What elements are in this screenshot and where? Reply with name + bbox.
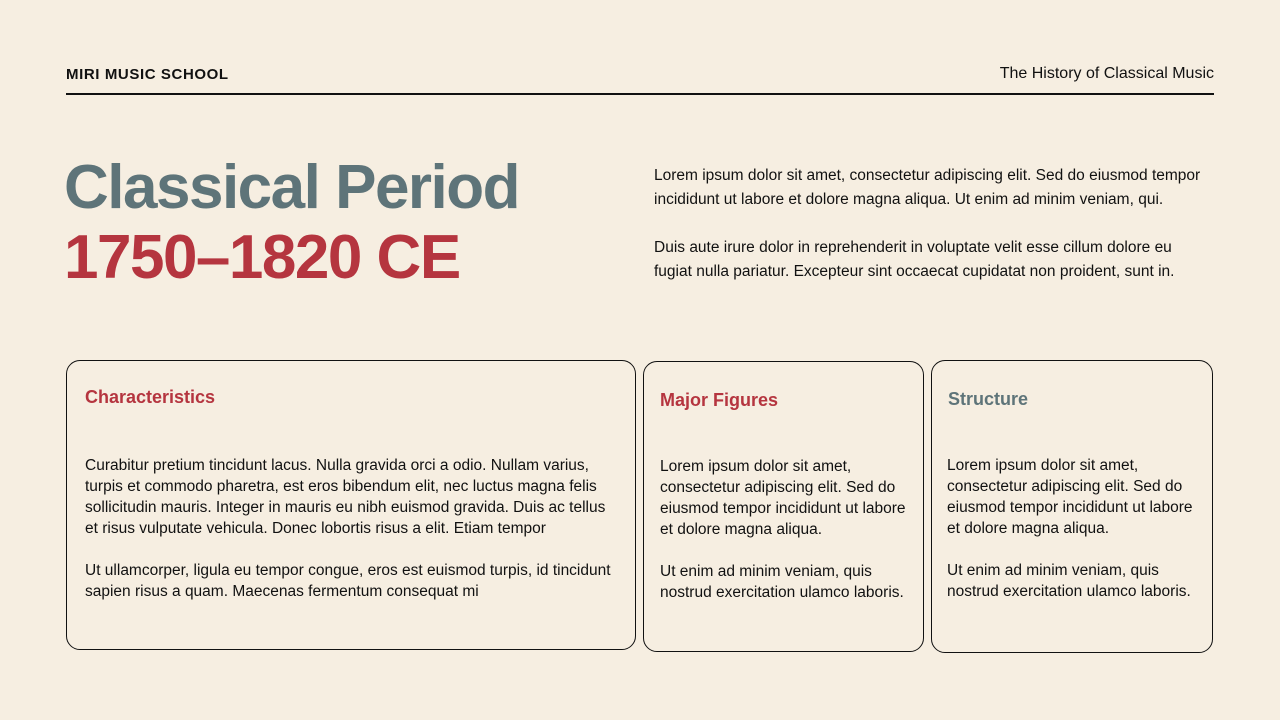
card-characteristics (66, 360, 636, 650)
card-paragraph: Ut ullamcorper, ligula eu tempor congue, eros est euismod turpis, id tincidunt sapien risus a quam. Maecenas fermentum consequat mi (85, 562, 611, 600)
card-body (660, 456, 907, 624)
card-paragraph: Ut enim ad minim veniam, quis nostrud exercitation ulamco laboris. (947, 562, 1191, 600)
header (66, 64, 1214, 95)
card-paragraph: Lorem ipsum dolor sit amet, consectetur adipiscing elit. Sed do eiusmod tempor incididunt ut labore et dolore magna aliqua. (660, 458, 906, 538)
card-major-figures (643, 361, 924, 652)
brand-name: MIRI MUSIC SCHOOL (66, 66, 229, 83)
card-heading: Characteristics (85, 387, 216, 407)
card-heading: Structure (948, 389, 1029, 409)
card-paragraph: Curabitur pretium tincidunt lacus. Nulla gravida orci a odio. Nullam varius, turpis et commodo pharetra, est eros bibendum elit, nec luctus magna felis sollicitudin mauris. Integer in mauris eu nibh euismod gravida. Duis ac tellus et risus vulputate vehicula. Donec lobortis risus a elit. Etiam tempor (85, 457, 606, 537)
presentation-subject: The History of Classical Music (999, 65, 1214, 82)
period-dates: 1750–1820 CE (64, 223, 460, 292)
page-title: Classical Period (64, 153, 520, 222)
card-body (947, 455, 1196, 623)
intro-paragraph: Duis aute irure dolor in reprehenderit in voluptate velit esse cillum dolore eu fugiat nulla pariatur. Excepteur sint occaecat cupidatat non proident, sunt in. (654, 239, 1175, 280)
card-structure (931, 360, 1213, 653)
card-paragraph: Ut enim ad minim veniam, quis nostrud exercitation ulamco laboris. (660, 563, 904, 601)
card-body (85, 455, 617, 623)
card-heading: Major Figures (660, 390, 779, 410)
card-paragraph: Lorem ipsum dolor sit amet, consectetur adipiscing elit. Sed do eiusmod tempor incididunt ut labore et dolore magna aliqua. (947, 457, 1193, 537)
intro-paragraph: Lorem ipsum dolor sit amet, consectetur adipiscing elit. Sed do eiusmod tempor incididunt ut labore et dolore magna aliqua. Ut enim ad minim veniam, qui. (654, 167, 1201, 208)
intro-text (654, 164, 1214, 308)
